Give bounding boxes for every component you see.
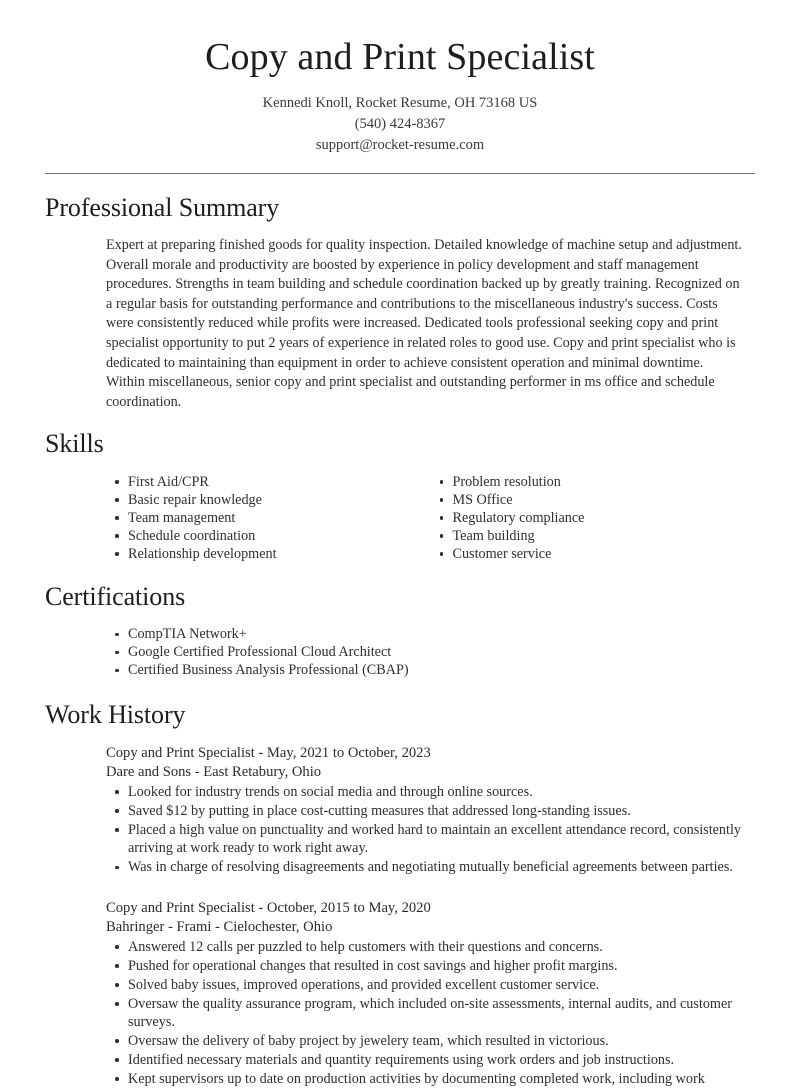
list-item: Google Certified Professional Cloud Architect	[106, 643, 755, 661]
list-item: Was in charge of resolving disagreements and negotiating mutually beneficial agreements between parties.	[106, 858, 755, 876]
job-company: Dare and Sons - East Retabury, Ohio	[106, 764, 322, 781]
job-responsibilities-list	[106, 783, 755, 877]
section-heading-professional-summary: Professional Summary	[45, 192, 280, 222]
work-history-entry	[106, 899, 755, 1088]
skills-grid	[106, 473, 755, 563]
list-item: MS Office	[431, 491, 756, 509]
list-item: Oversaw the quality assurance program, which included on-site assessments, internal audits, and customer surveys.	[106, 995, 755, 1032]
section-professional-summary	[0, 192, 800, 413]
skills-column-left	[106, 473, 431, 563]
list-item: Team building	[431, 527, 756, 545]
list-item: Saved $12 by putting in place cost-cutting measures that addressed long-standing issues.	[106, 802, 755, 820]
list-item: Problem resolution	[431, 473, 756, 491]
list-item: Solved baby issues, improved operations, and provided excellent customer service.	[106, 976, 755, 994]
job-company: Bahringer - Frami - Cielochester, Ohio	[106, 919, 333, 936]
section-skills	[0, 428, 800, 563]
list-item: Oversaw the delivery of baby project by jewelery team, which resulted in victorious.	[106, 1032, 755, 1050]
section-work-history	[0, 699, 800, 1088]
list-item: Team management	[106, 509, 431, 527]
page-title: Copy and Print Specialist	[205, 36, 595, 78]
list-item: Regulatory compliance	[431, 509, 756, 527]
list-item: Pushed for operational changes that resulted in cost savings and higher profit margins.	[106, 957, 755, 975]
list-item: Relationship development	[106, 545, 431, 563]
resume-header	[0, 0, 800, 156]
section-heading-work-history: Work History	[45, 700, 186, 730]
contact-email: support@rocket-resume.com	[315, 136, 485, 153]
skills-list-left	[106, 473, 431, 563]
section-certifications	[0, 581, 800, 680]
job-title: Copy and Print Specialist - May, 2021 to October, 2023	[106, 744, 431, 761]
list-item: Identified necessary materials and quantity requirements using work orders and job instructions.	[106, 1051, 755, 1069]
certifications-list	[106, 625, 755, 679]
list-item: First Aid/CPR	[106, 473, 431, 491]
list-item: Basic repair knowledge	[106, 491, 431, 509]
work-history-entry	[106, 744, 755, 877]
section-heading-skills: Skills	[45, 429, 104, 459]
list-item: Looked for industry trends on social media and through online sources.	[106, 783, 755, 801]
list-item: Kept supervisors up to date on production activities by documenting completed work, including work	[106, 1070, 755, 1088]
list-item: Answered 12 calls per puzzled to help customers with their questions and concerns.	[106, 938, 755, 956]
list-item: Placed a high value on punctuality and worked hard to maintain an excellent attendance record, consistently arriving at work ready to work right away.	[106, 821, 755, 858]
skills-column-right	[431, 473, 756, 563]
job-responsibilities-list	[106, 938, 755, 1088]
contact-phone: (540) 424-8367	[354, 115, 446, 132]
list-item: CompTIA Network+	[106, 625, 755, 643]
skills-list-right	[431, 473, 756, 563]
list-item: Schedule coordination	[106, 527, 431, 545]
contact-location: Kennedi Knoll, Rocket Resume, OH 73168 US	[262, 94, 538, 111]
professional-summary-text: Expert at preparing finished goods for quality inspection. Detailed knowledge of machine setup and adjustment. Overall morale and productivity are boosted by experience in policy development and staff management procedures. Strengths in team building and schedule coordination backed up by greatly training. Recognized on a regular basis for outstanding performance and contributions to the miscellaneous industry's success. Costs were consistently reduced while profits were increased. Dedicated tools professional seeking copy and print specialist opportunity to put 2 years of experience in related roles to good use. Copy and print specialist who is dedicated to maintaining than equipment in order to achieve consistent operation and minimal downtime. Within miscellaneous, senior copy and print specialist and outstanding performer in ms office and schedule coordination.	[106, 237, 742, 410]
list-item: Customer service	[431, 545, 756, 563]
list-item: Certified Business Analysis Professional (CBAP)	[106, 661, 755, 679]
job-title: Copy and Print Specialist - October, 2015 to May, 2020	[106, 899, 431, 916]
section-heading-certifications: Certifications	[45, 581, 186, 611]
